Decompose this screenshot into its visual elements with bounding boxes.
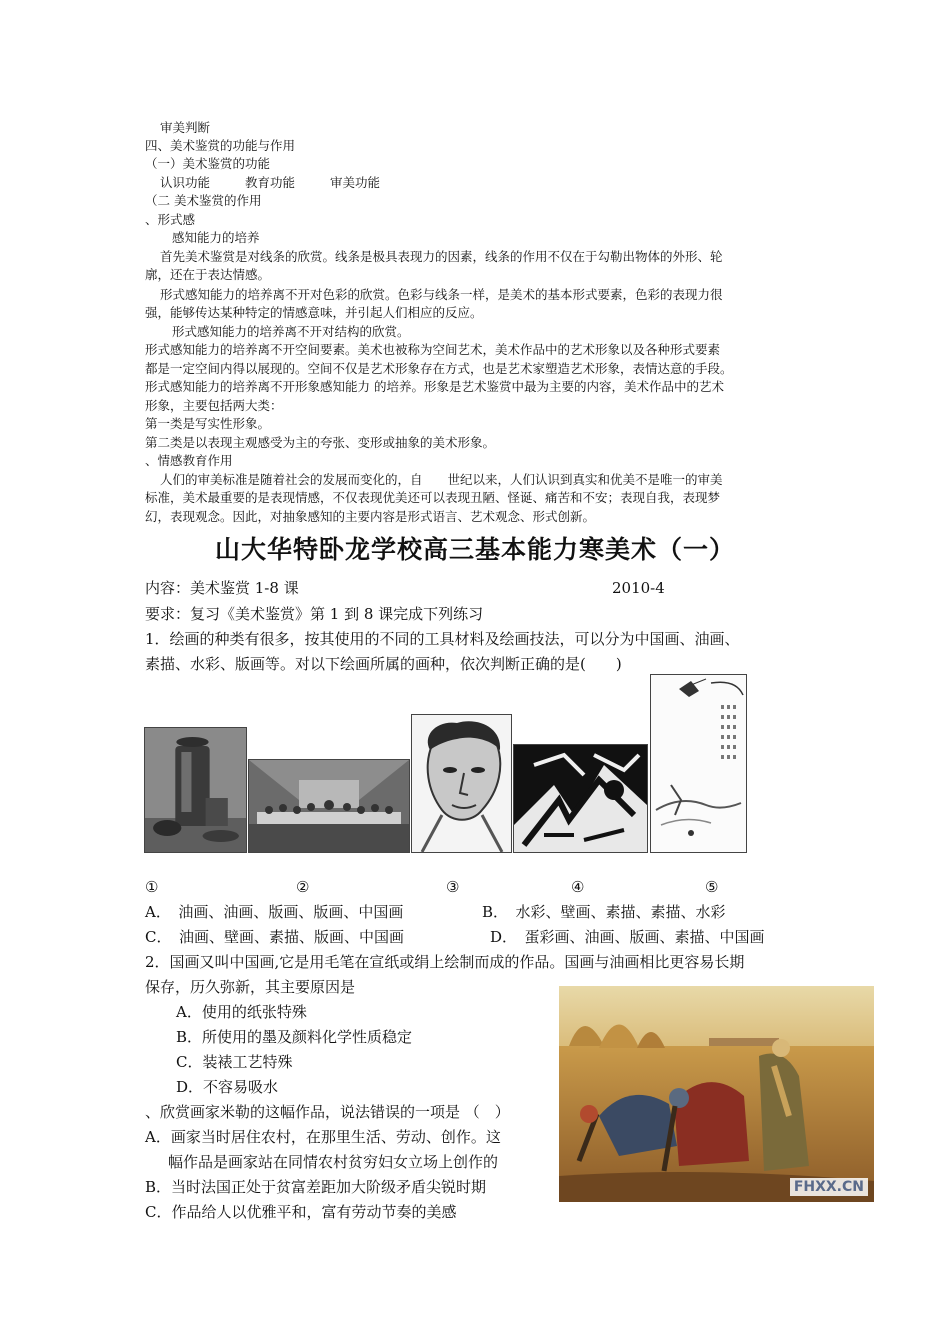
millet-gleaners-painting-image	[559, 986, 874, 1202]
q3-option-a: A．画家当时居住农村，在那里生活、劳动、创作。这	[145, 1128, 501, 1146]
note-line: 形式感知能力的培养离不开对色彩的欣赏。色彩与线条一样，是美术的基本形式要素，色彩的表现力很	[160, 287, 723, 302]
note-line: （一）美术鉴赏的功能	[145, 156, 271, 171]
date-label: 2010-4	[612, 579, 665, 597]
note-line: 第一类是写实性形象。	[145, 416, 271, 431]
q3-option-b: B．当时法国正处于贫富差距加大阶级矛盾尖锐时期	[145, 1178, 487, 1196]
note-line: 强，能够传达某种特定的情感意味，并引起人们相应的反应。	[145, 305, 483, 320]
q1-option-b: B． 水彩、壁画、素描、素描、水彩	[482, 903, 726, 921]
note-line: 都是一定空间内得以展现的。空间不仅是艺术形象存在方式，也是艺术家塑造艺术形象，表情达意的手段。	[145, 361, 733, 376]
q1-option-a: A． 油画、油画、版画、版画、中国画	[145, 903, 404, 921]
note-line: 首先美术鉴赏是对线条的欣赏。线条是极具表现力的因素，线条的作用不仅在于勾勒出物体的外形、轮	[160, 249, 723, 264]
note-line: （二 美术鉴赏的作用	[145, 193, 262, 208]
painting-2-mural-image	[248, 759, 410, 853]
note-line: 四、美术鉴赏的功能与作用	[145, 138, 296, 153]
painting-label-3: ③	[446, 878, 460, 896]
painting-1-still-life-image	[144, 727, 247, 853]
q1-option-c: C． 油画、壁画、素描、版画、中国画	[145, 928, 404, 946]
note-line: 形式感知能力的培养离不开对结构的欣赏。	[172, 324, 410, 339]
painting-label-4: ④	[571, 878, 585, 896]
note-line: 廓，还在于表达情感。	[145, 267, 271, 282]
q2-option-a: A．使用的纸张特殊	[176, 1003, 307, 1021]
q2-option-b: B．所使用的墨及颜料化学性质稳定	[176, 1028, 413, 1046]
requirement-line: 要求：复习《美术鉴赏》第 1 到 8 课完成下列练习	[145, 605, 484, 623]
note-line: 形式感知能力的培养离不开空间要素。美术也被称为空间艺术，美术作品中的艺术形象以及各种形式要素	[145, 342, 721, 357]
painting-label-5: ⑤	[705, 878, 719, 896]
question-2-text: 2．国画又叫中国画,它是用毛笔在宣纸或绢上绘制而成的作品。国画与油画相比更容易长期	[145, 953, 745, 971]
note-line: 形象，主要包括两大类：	[145, 398, 283, 413]
q2-option-d: D．不容易吸水	[176, 1078, 279, 1096]
note-line: 第二类是以表现主观感受为主的夸张、变形或抽象的美术形象。	[145, 435, 496, 450]
painting-4-woodcut-image	[513, 744, 648, 853]
painting-label-1: ①	[145, 878, 159, 896]
q3-option-a-cont: 幅作品是画家站在同情农村贫穷妇女立场上创作的	[168, 1153, 499, 1171]
q3-option-c: C．作品给人以优雅平和，富有劳动节奏的美感	[145, 1203, 457, 1221]
note-line: 教育功能	[245, 175, 296, 190]
note-line: 幻，表现观念。因此，对抽象感知的主要内容是形式语言、艺术观念、形式创新。	[145, 509, 596, 524]
watermark: FHXX.CN	[790, 1178, 868, 1196]
q2-option-c: C．装裱工艺特殊	[176, 1053, 293, 1071]
page-title: 山大华特卧龙学校高三基本能力寒美术（一）	[214, 535, 735, 564]
question-1-text: 1．绘画的种类有很多，按其使用的不同的工具材料及绘画技法，可以分为中国画、油画、	[145, 630, 740, 648]
painting-3-sketch-portrait-image	[411, 714, 512, 853]
question-1-text: 素描、水彩、版画等。对以下绘画所属的画种，依次判断正确的是( )	[145, 655, 622, 673]
note-line: 形式感知能力的培养离不开形象感知能力 的培养。形象是艺术鉴赏中最为主要的内容，美术作品中的艺术	[145, 379, 724, 394]
note-line: 、形式感	[145, 212, 196, 227]
note-line: 审美功能	[330, 175, 381, 190]
painting-5-ink-painting-image	[650, 674, 747, 853]
note-line: 、情感教育作用	[145, 453, 233, 468]
painting-label-2: ②	[296, 878, 310, 896]
question-3-text: 、欣赏画家米勒的这幅作品，说法错误的一项是 （ ）	[145, 1103, 510, 1121]
note-line: 标准，美术最重要的是表现情感，不仅表现优美还可以表现丑陋、怪诞、痛苦和不安；表现自我，表现梦	[145, 490, 721, 505]
content-line: 内容：美术鉴赏 1-8 课	[145, 579, 299, 597]
note-line: 审美判断	[160, 120, 211, 135]
note-line: 人们的审美标准是随着社会的发展而变化的，自 世纪以来，人们认识到真实和优美不是唯一的审美	[160, 472, 723, 487]
note-line: 认识功能	[160, 175, 211, 190]
q1-option-d: D． 蛋彩画、油画、版画、素描、中国画	[490, 928, 765, 946]
note-line: 感知能力的培养	[172, 230, 260, 245]
question-2-text: 保存，历久弥新，其主要原因是	[145, 978, 356, 996]
